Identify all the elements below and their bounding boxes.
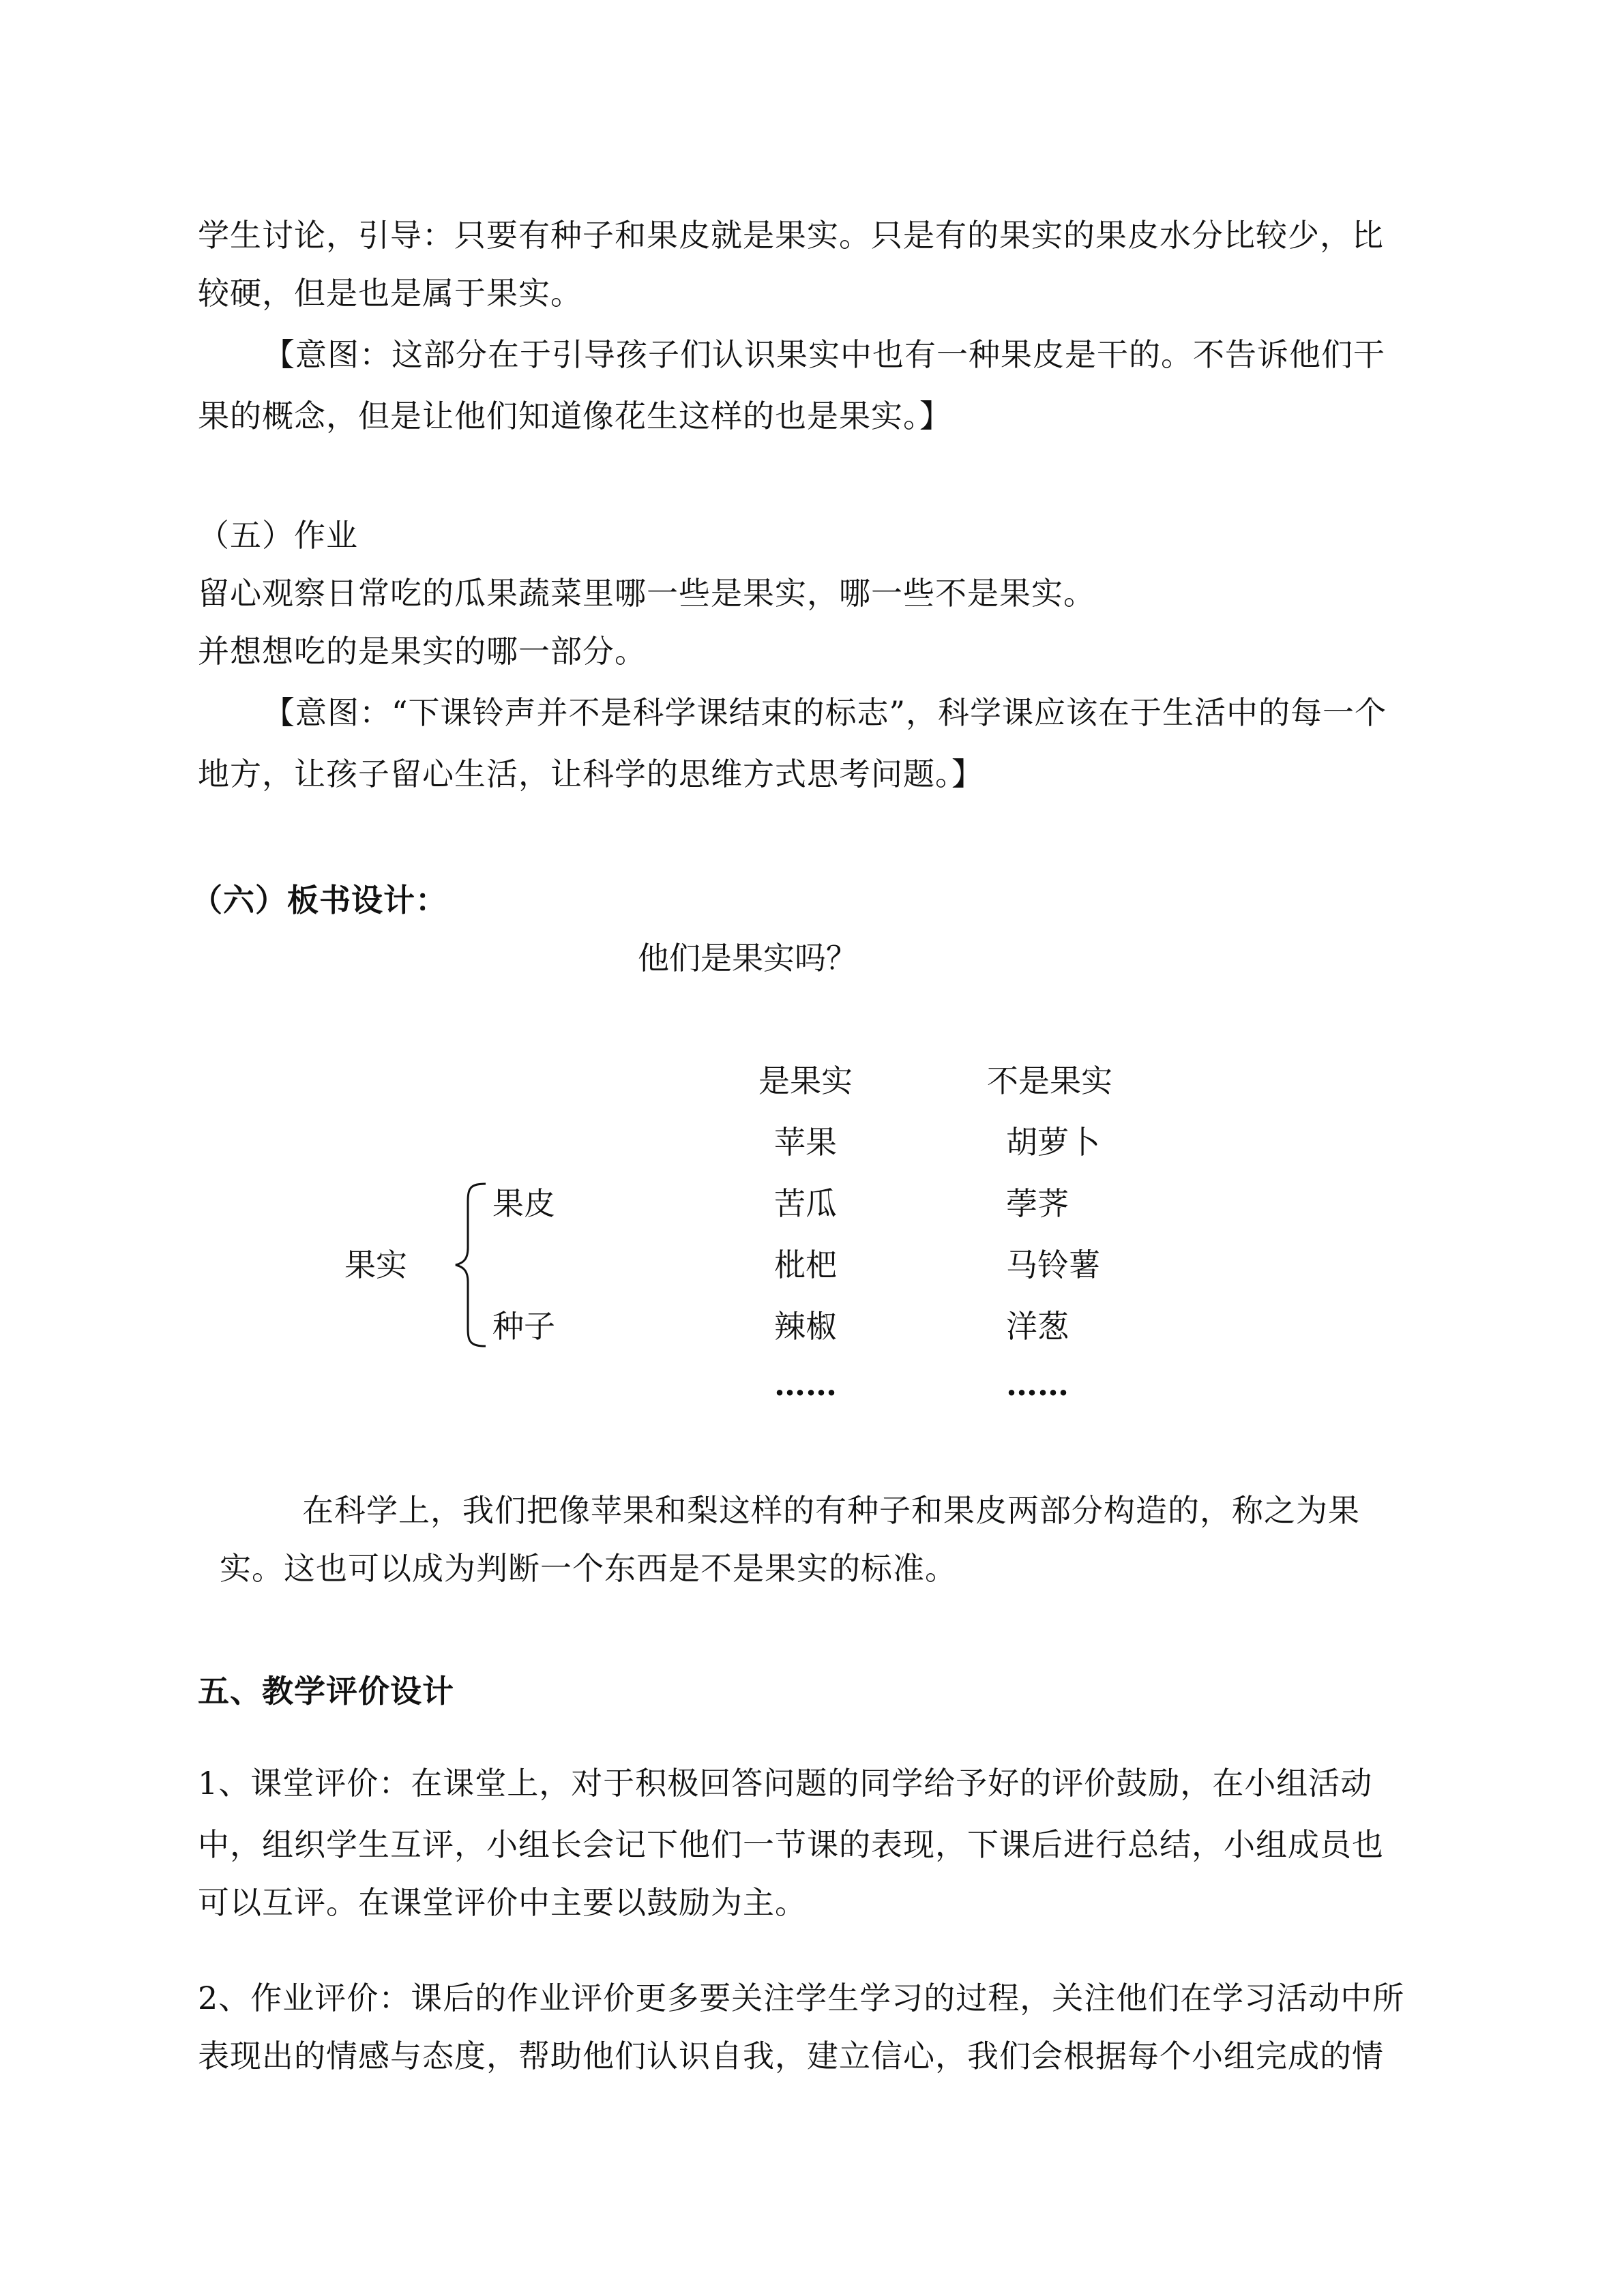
yes-item: 枇杷 [774,1247,837,1283]
intent-2-line-2: 地方，让孩子留心生活，让科学的思维方式思考问题。】 [198,756,984,792]
no-item: 洋葱 [1006,1308,1069,1345]
evaluation-p1-line-3: 可以互评。在课堂评价中主要以鼓励为主。 [198,1884,807,1921]
homework-line-1: 留心观察日常吃的瓜果蔬菜里哪一些是果实，哪一些不是果实。 [198,575,1095,612]
board-title: 他们是果实吗？ [638,940,857,976]
col-yes-header: 是果实 [758,1062,853,1099]
homework-heading: （五）作业 [198,517,358,554]
part-seed: 种子 [492,1308,555,1345]
evaluation-p1-line-1: 1、课堂评价：在课堂上，对于积极回答问题的同学给予好的评价鼓励，在小组活动 [198,1765,1373,1802]
evaluation-p2-line-2: 表现出的情感与态度，帮助他们认识自我，建立信心，我们会根据每个小组完成的情 [198,2038,1384,2074]
fruit-label: 果实 [344,1247,407,1283]
intent-1-line-1: 【意图：这部分在于引导孩子们认识果实中也有一种果皮是干的。不告诉他们干 [263,336,1385,373]
evaluation-p2-line-1: 2、作业评价：课后的作业评价更多要关注学生学习的过程，关注他们在学习活动中所 [198,1980,1405,2016]
evaluation-p1-line-2: 中，组织学生互评，小组长会记下他们一节课的表现，下课后进行总结，小组成员也 [198,1826,1384,1863]
no-item: 马铃薯 [1006,1247,1100,1283]
yes-item: 苦瓜 [774,1185,837,1222]
conclusion-line-1: 在科学上，我们把像苹果和梨这样的有种子和果皮两部分构造的，称之为果 [302,1492,1360,1529]
no-item: 荸荠 [1006,1185,1069,1222]
discussion-line-2: 较硬，但是也是属于果实。 [198,275,582,312]
no-item: 胡萝卜 [1006,1124,1100,1161]
board-heading: （六）板书设计： [191,882,447,919]
discussion-line-1: 学生讨论，引导：只要有种子和果皮就是果实。只是有的果实的果皮水分比较少，比 [198,217,1384,254]
no-item: …… [1006,1366,1069,1403]
homework-line-2: 并想想吃的是果实的哪一部分。 [198,633,647,670]
yes-item: 苹果 [774,1124,837,1161]
col-no-header: 不是果实 [987,1062,1112,1099]
part-peel: 果皮 [492,1185,555,1222]
intent-2-line-1: 【意图：“下课铃声并不是科学课结束的标志”，科学课应该在于生活中的每一个 [263,694,1387,731]
evaluation-heading: 五、教学评价设计 [198,1673,454,1710]
conclusion-line-2: 实。这也可以成为判断一个东西是不是果实的标准。 [220,1550,957,1587]
yes-item: …… [774,1366,837,1403]
yes-item: 辣椒 [774,1308,837,1345]
intent-1-line-2: 果的概念，但是让他们知道像花生这样的也是果实。】 [198,398,951,434]
curly-brace-icon [450,1180,491,1350]
